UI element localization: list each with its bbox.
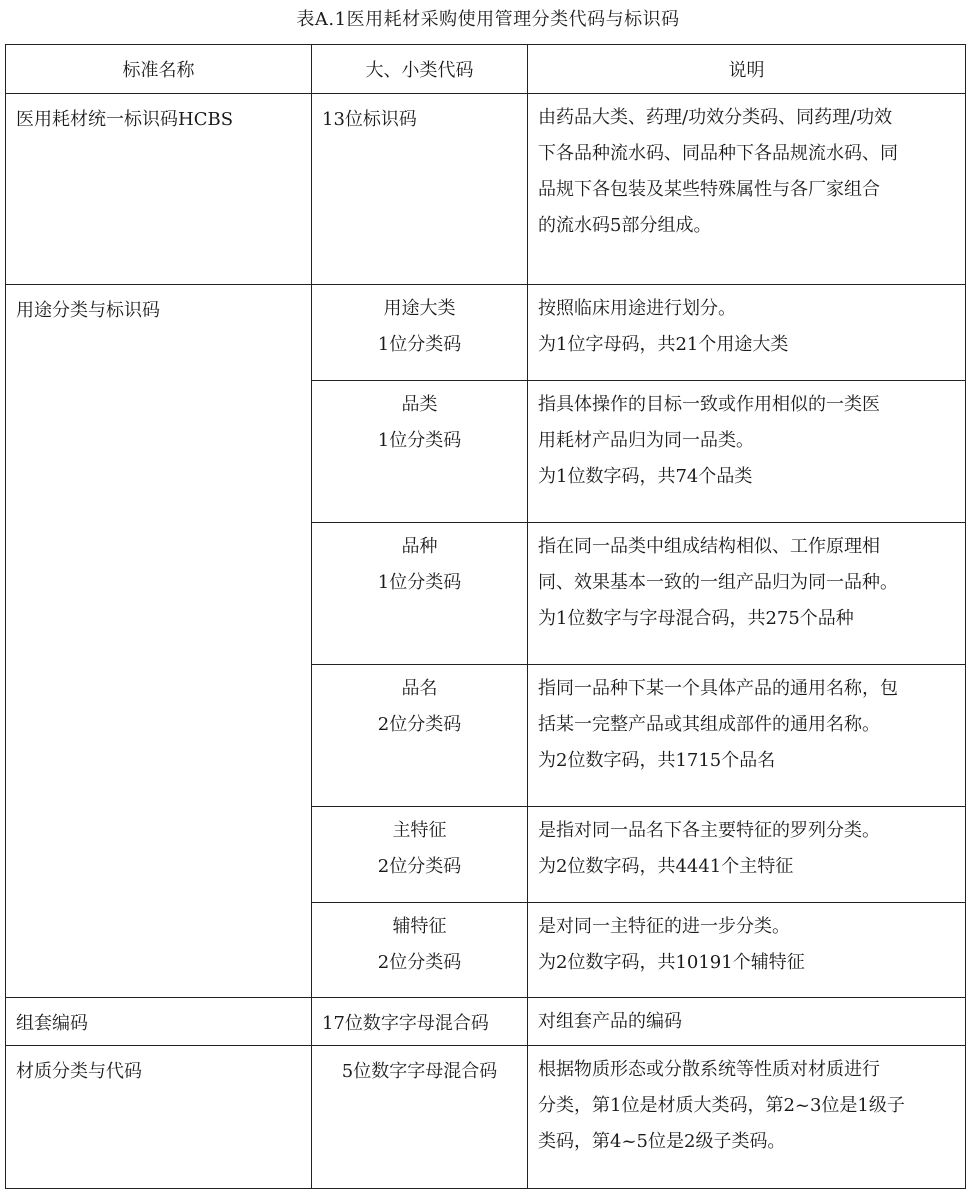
row-code-hcbs: 13位标识码 [312, 94, 528, 285]
row-code-kit: 17位数字字母混合码 [312, 998, 528, 1046]
row-desc-kit [528, 998, 966, 1046]
code-line: 1位分类码 [377, 430, 462, 451]
row-code-category [312, 381, 528, 523]
desc-line: 的流水码5部分组成。 [538, 215, 712, 236]
row-code-variety [312, 523, 528, 665]
row-name-usage: 用途分类与标识码 [6, 285, 312, 998]
desc-line: 品规下各包装及某些特殊属性与各厂家组合 [538, 179, 880, 200]
row-code-aux-feature [312, 903, 528, 998]
desc-line: 下各品种流水码、同品种下各品规流水码、同 [538, 143, 898, 164]
desc-line: 同、效果基本一致的一组产品归为同一品种。 [538, 572, 898, 593]
header-standard-name: 标准名称 [6, 45, 312, 94]
desc-line: 类码，第4~5位是2级子类码。 [538, 1131, 786, 1152]
desc-line: 根据物质形态或分散系统等性质对材质进行 [538, 1059, 880, 1080]
table-caption: 表A.1医用耗材采购使用管理分类代码与标识码 [296, 9, 680, 30]
desc-line: 按照临床用途进行划分。 [538, 298, 736, 319]
code-line: 品名 [401, 678, 438, 699]
row-desc-category [528, 381, 966, 523]
desc-line: 为2位数字码，共1715个品名 [538, 750, 776, 771]
classification-table [5, 44, 966, 1189]
code-line: 2位分类码 [377, 714, 462, 735]
desc-line: 用耗材产品归为同一品类。 [538, 430, 754, 451]
desc-line: 为1位数字与字母混合码，共275个品种 [538, 608, 854, 629]
desc-line: 是对同一主特征的进一步分类。 [538, 916, 790, 937]
code-line: 品种 [401, 536, 438, 557]
desc-line: 分类，第1位是材质大类码，第2~3位是1级子 [538, 1095, 905, 1116]
desc-line: 由药品大类、药理/功效分类码、同药理/功效 [538, 107, 893, 128]
row-desc-material [528, 1046, 966, 1189]
code-line: 2位分类码 [377, 856, 462, 877]
code-line: 用途大类 [383, 298, 456, 319]
code-line: 1位分类码 [377, 572, 462, 593]
desc-line: 对组套产品的编码 [538, 1011, 682, 1032]
row-desc-main-feature [528, 807, 966, 903]
code-line: 辅特征 [392, 916, 447, 937]
row-desc-variety [528, 523, 966, 665]
desc-line: 为2位数字码，共4441个主特征 [538, 856, 794, 877]
desc-line: 括某一完整产品或其组成部件的通用名称。 [538, 714, 880, 735]
row-code-main-feature [312, 807, 528, 903]
code-line: 品类 [401, 394, 438, 415]
row-desc-usage-major [528, 285, 966, 381]
header-description: 说明 [528, 45, 966, 94]
row-code-material: 5位数字字母混合码 [312, 1046, 528, 1189]
code-line: 2位分类码 [377, 952, 462, 973]
desc-line: 是指对同一品名下各主要特征的罗列分类。 [538, 820, 880, 841]
desc-line: 为2位数字码，共10191个辅特征 [538, 952, 805, 973]
row-name-material: 材质分类与代码 [6, 1046, 312, 1189]
desc-line: 指具体操作的目标一致或作用相似的一类医 [538, 394, 880, 415]
row-desc-aux-feature [528, 903, 966, 998]
row-desc-product-name [528, 665, 966, 807]
row-code-usage-major [312, 285, 528, 381]
row-desc-hcbs [528, 94, 966, 285]
header-category-code: 大、小类代码 [312, 45, 528, 94]
row-name-kit: 组套编码 [6, 998, 312, 1046]
table-row [6, 998, 966, 1046]
row-code-product-name [312, 665, 528, 807]
code-line: 主特征 [392, 820, 447, 841]
row-name-hcbs: 医用耗材统一标识码HCBS [6, 94, 312, 285]
table-row [6, 94, 966, 285]
code-line: 1位分类码 [377, 334, 462, 355]
table-header-row [6, 45, 966, 94]
desc-line: 为1位字母码，共21个用途大类 [538, 334, 789, 355]
desc-line: 指在同一品类中组成结构相似、工作原理相 [538, 536, 880, 557]
desc-line: 指同一品种下某一个具体产品的通用名称，包 [538, 678, 898, 699]
table-row [6, 285, 966, 381]
desc-line: 为1位数字码，共74个品类 [538, 466, 753, 487]
table-row [6, 1046, 966, 1189]
